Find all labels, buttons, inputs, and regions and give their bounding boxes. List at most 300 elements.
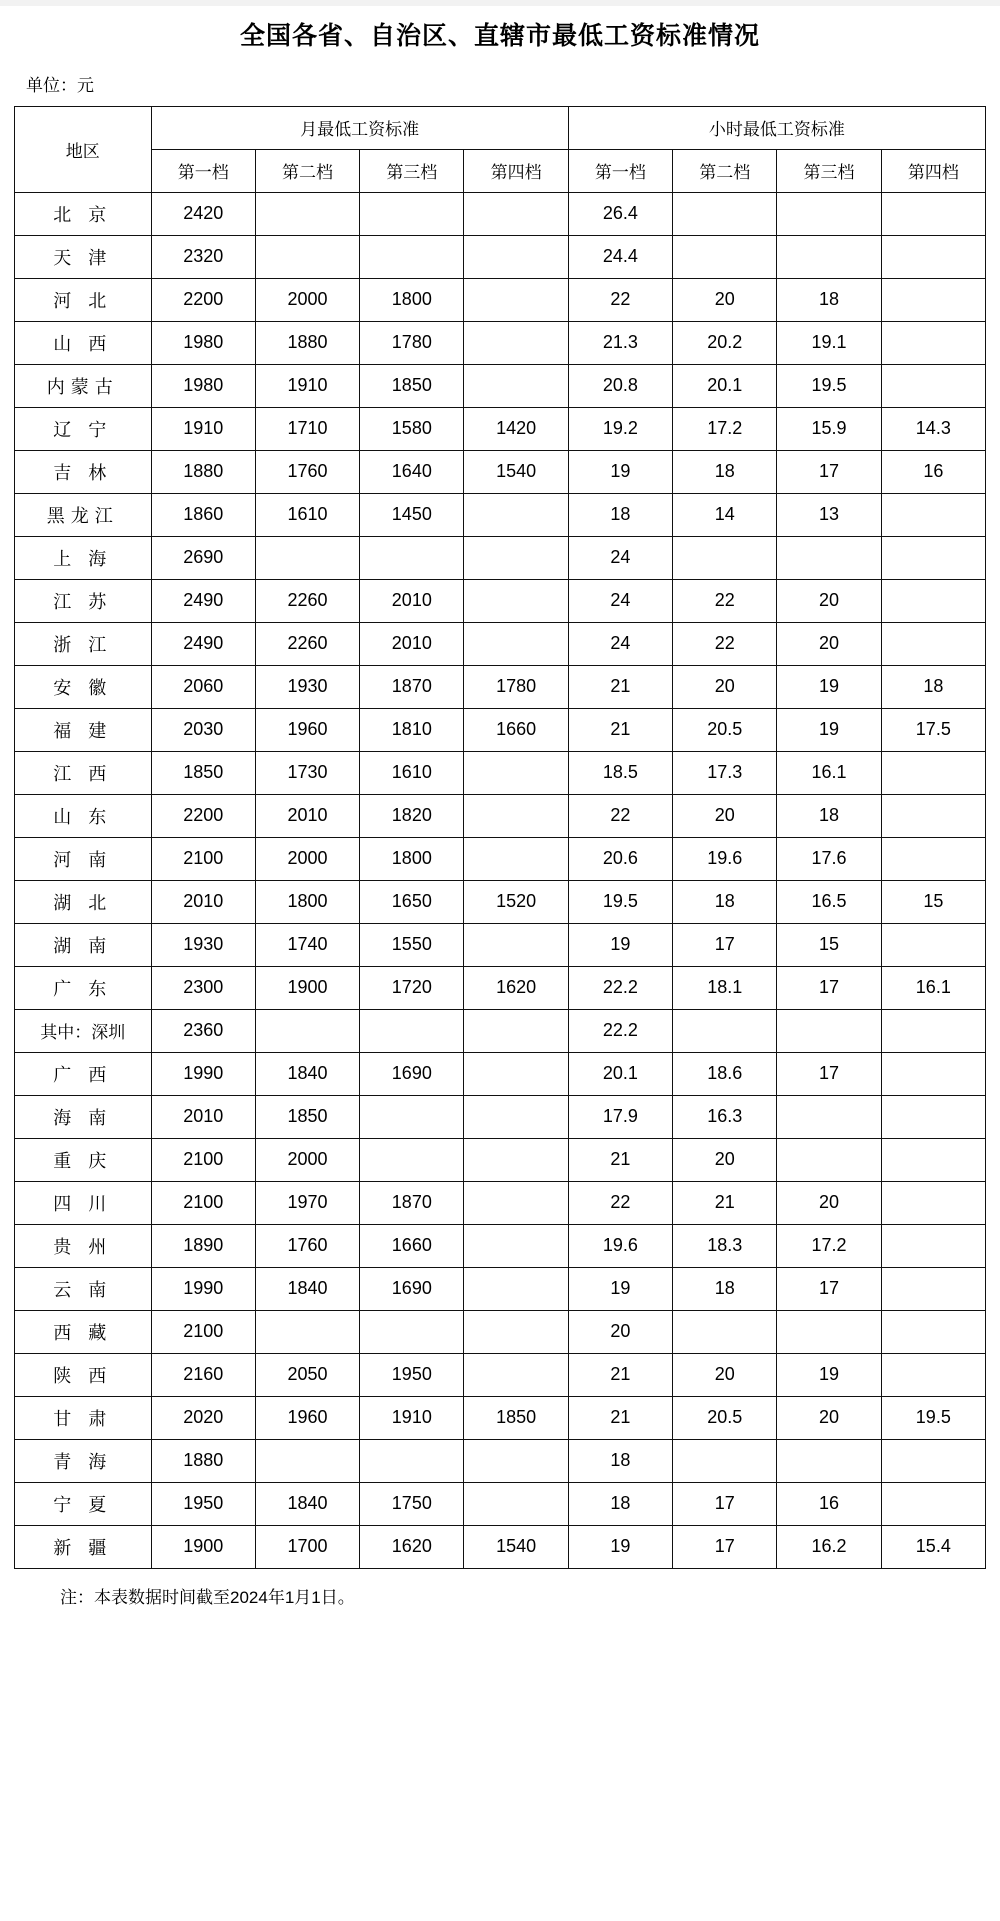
cell-region: 云 南: [15, 1267, 152, 1310]
table-row: [15, 1138, 986, 1181]
cell-monthly-tier-3: [360, 1095, 464, 1138]
cell-monthly-tier-2: 1730: [255, 751, 359, 794]
table-row: [15, 1396, 986, 1439]
cell-hourly-tier-3: 16.1: [777, 751, 881, 794]
cell-hourly-tier-1: 22: [568, 1181, 672, 1224]
cell-region: 宁 夏: [15, 1482, 152, 1525]
cell-monthly-tier-1: 2490: [151, 579, 255, 622]
cell-hourly-tier-4: 15: [881, 880, 985, 923]
cell-hourly-tier-1: 20: [568, 1310, 672, 1353]
cell-monthly-tier-4: [464, 493, 568, 536]
table-row: [15, 321, 986, 364]
cell-hourly-tier-3: 15: [777, 923, 881, 966]
cell-monthly-tier-1: 1980: [151, 321, 255, 364]
cell-hourly-tier-4: [881, 364, 985, 407]
cell-hourly-tier-1: 19: [568, 450, 672, 493]
cell-hourly-tier-2: 18: [673, 1267, 777, 1310]
cell-monthly-tier-3: [360, 235, 464, 278]
cell-monthly-tier-3: 1750: [360, 1482, 464, 1525]
cell-region: 青 海: [15, 1439, 152, 1482]
table-row: [15, 751, 986, 794]
cell-region: 新 疆: [15, 1525, 152, 1568]
cell-monthly-tier-1: 1930: [151, 923, 255, 966]
cell-monthly-tier-4: [464, 1138, 568, 1181]
cell-monthly-tier-4: [464, 1224, 568, 1267]
cell-hourly-tier-2: 17: [673, 1525, 777, 1568]
cell-monthly-tier-3: 1910: [360, 1396, 464, 1439]
cell-monthly-tier-4: [464, 536, 568, 579]
cell-hourly-tier-1: 20.6: [568, 837, 672, 880]
cell-hourly-tier-3: 15.9: [777, 407, 881, 450]
cell-hourly-tier-4: [881, 278, 985, 321]
cell-hourly-tier-3: [777, 1009, 881, 1052]
cell-hourly-tier-3: [777, 192, 881, 235]
cell-region: 吉 林: [15, 450, 152, 493]
cell-hourly-tier-4: 19.5: [881, 1396, 985, 1439]
cell-hourly-tier-3: 17: [777, 1052, 881, 1095]
table-row: [15, 1439, 986, 1482]
cell-monthly-tier-3: 1660: [360, 1224, 464, 1267]
table-row: [15, 579, 986, 622]
cell-monthly-tier-2: 1910: [255, 364, 359, 407]
table-row: [15, 493, 986, 536]
cell-monthly-tier-3: 1870: [360, 1181, 464, 1224]
table-row: [15, 1525, 986, 1568]
cell-monthly-tier-1: 2100: [151, 1138, 255, 1181]
table-row: [15, 407, 986, 450]
cell-hourly-tier-2: 18.6: [673, 1052, 777, 1095]
cell-region: 安 徽: [15, 665, 152, 708]
cell-monthly-tier-4: [464, 579, 568, 622]
cell-monthly-tier-2: 2000: [255, 1138, 359, 1181]
cell-monthly-tier-2: 1900: [255, 966, 359, 1009]
table-row: [15, 1267, 986, 1310]
cell-monthly-tier-2: [255, 235, 359, 278]
cell-hourly-tier-2: 20: [673, 665, 777, 708]
cell-monthly-tier-2: 2000: [255, 278, 359, 321]
cell-monthly-tier-3: [360, 536, 464, 579]
cell-hourly-tier-3: 18: [777, 794, 881, 837]
cell-hourly-tier-2: 17: [673, 923, 777, 966]
cell-hourly-tier-2: 18: [673, 450, 777, 493]
cell-monthly-tier-3: [360, 1009, 464, 1052]
cell-hourly-tier-4: [881, 1224, 985, 1267]
cell-monthly-tier-1: 2060: [151, 665, 255, 708]
cell-hourly-tier-3: 17.2: [777, 1224, 881, 1267]
cell-region: 江 苏: [15, 579, 152, 622]
cell-hourly-tier-1: 21: [568, 708, 672, 751]
cell-hourly-tier-1: 24: [568, 579, 672, 622]
table-row: [15, 1181, 986, 1224]
cell-monthly-tier-3: 1800: [360, 837, 464, 880]
table-row: [15, 708, 986, 751]
column-header-hourly-tier-2: 第二档: [673, 149, 777, 192]
cell-hourly-tier-2: 20.5: [673, 708, 777, 751]
column-header-monthly-tier-4: 第四档: [464, 149, 568, 192]
cell-hourly-tier-2: 20: [673, 278, 777, 321]
cell-hourly-tier-1: 20.8: [568, 364, 672, 407]
cell-monthly-tier-4: [464, 923, 568, 966]
cell-hourly-tier-3: 16.5: [777, 880, 881, 923]
cell-monthly-tier-4: [464, 1181, 568, 1224]
cell-hourly-tier-3: [777, 1310, 881, 1353]
table-row: [15, 1482, 986, 1525]
cell-monthly-tier-4: [464, 1310, 568, 1353]
cell-hourly-tier-2: [673, 536, 777, 579]
table-row: [15, 1095, 986, 1138]
cell-monthly-tier-2: 1840: [255, 1482, 359, 1525]
cell-monthly-tier-4: [464, 364, 568, 407]
cell-monthly-tier-2: 1700: [255, 1525, 359, 1568]
cell-monthly-tier-3: 1810: [360, 708, 464, 751]
cell-monthly-tier-1: 2100: [151, 837, 255, 880]
cell-hourly-tier-3: 19.1: [777, 321, 881, 364]
column-group-hourly: 小时最低工资标准: [568, 106, 985, 149]
cell-hourly-tier-4: [881, 1009, 985, 1052]
cell-hourly-tier-3: 20: [777, 1396, 881, 1439]
cell-monthly-tier-3: 1720: [360, 966, 464, 1009]
column-header-hourly-tier-3: 第三档: [777, 149, 881, 192]
cell-hourly-tier-2: 14: [673, 493, 777, 536]
cell-monthly-tier-4: 1660: [464, 708, 568, 751]
cell-hourly-tier-4: 16: [881, 450, 985, 493]
cell-hourly-tier-1: 24: [568, 622, 672, 665]
cell-region: 其中：深圳: [15, 1009, 152, 1052]
cell-region: 辽 宁: [15, 407, 152, 450]
cell-region: 河 南: [15, 837, 152, 880]
cell-hourly-tier-1: 24.4: [568, 235, 672, 278]
cell-hourly-tier-3: 16.2: [777, 1525, 881, 1568]
cell-monthly-tier-4: [464, 278, 568, 321]
cell-hourly-tier-1: 22: [568, 794, 672, 837]
cell-monthly-tier-4: [464, 1009, 568, 1052]
cell-monthly-tier-2: [255, 1009, 359, 1052]
cell-monthly-tier-3: 1800: [360, 278, 464, 321]
cell-monthly-tier-3: [360, 192, 464, 235]
cell-region: 湖 北: [15, 880, 152, 923]
cell-monthly-tier-2: 1800: [255, 880, 359, 923]
cell-monthly-tier-3: 1450: [360, 493, 464, 536]
cell-hourly-tier-1: 21.3: [568, 321, 672, 364]
cell-monthly-tier-3: 1690: [360, 1267, 464, 1310]
cell-hourly-tier-1: 19.2: [568, 407, 672, 450]
cell-monthly-tier-3: 1870: [360, 665, 464, 708]
cell-hourly-tier-2: 21: [673, 1181, 777, 1224]
column-header-monthly-tier-2: 第二档: [255, 149, 359, 192]
table-row: [15, 364, 986, 407]
cell-hourly-tier-1: 19.5: [568, 880, 672, 923]
cell-region: 北 京: [15, 192, 152, 235]
cell-monthly-tier-1: 2100: [151, 1310, 255, 1353]
cell-monthly-tier-2: [255, 536, 359, 579]
table-row: [15, 837, 986, 880]
cell-monthly-tier-3: [360, 1439, 464, 1482]
cell-monthly-tier-4: [464, 235, 568, 278]
cell-hourly-tier-3: 20: [777, 622, 881, 665]
cell-hourly-tier-3: 19: [777, 708, 881, 751]
cell-region: 山 西: [15, 321, 152, 364]
cell-monthly-tier-2: 1760: [255, 1224, 359, 1267]
column-header-monthly-tier-1: 第一档: [151, 149, 255, 192]
cell-hourly-tier-2: [673, 235, 777, 278]
unit-label: 单位：元: [26, 75, 94, 95]
cell-monthly-tier-4: [464, 1095, 568, 1138]
table-body: [15, 192, 986, 1568]
cell-region: 重 庆: [15, 1138, 152, 1181]
cell-hourly-tier-2: 18.3: [673, 1224, 777, 1267]
cell-region: 湖 南: [15, 923, 152, 966]
table-row: [15, 923, 986, 966]
cell-monthly-tier-3: 1820: [360, 794, 464, 837]
cell-monthly-tier-2: 1760: [255, 450, 359, 493]
cell-monthly-tier-4: [464, 837, 568, 880]
cell-hourly-tier-4: 14.3: [881, 407, 985, 450]
cell-hourly-tier-2: 22: [673, 622, 777, 665]
cell-monthly-tier-1: 1900: [151, 1525, 255, 1568]
cell-monthly-tier-2: 1710: [255, 407, 359, 450]
cell-hourly-tier-4: [881, 235, 985, 278]
cell-hourly-tier-1: 24: [568, 536, 672, 579]
bottom-spacer: [0, 1608, 1000, 1634]
cell-monthly-tier-1: 2010: [151, 1095, 255, 1138]
cell-monthly-tier-2: 1740: [255, 923, 359, 966]
cell-monthly-tier-2: [255, 1439, 359, 1482]
cell-monthly-tier-4: 1540: [464, 1525, 568, 1568]
cell-hourly-tier-4: [881, 1482, 985, 1525]
cell-hourly-tier-2: 20.1: [673, 364, 777, 407]
cell-hourly-tier-4: [881, 1138, 985, 1181]
cell-hourly-tier-4: 18: [881, 665, 985, 708]
cell-monthly-tier-3: [360, 1310, 464, 1353]
cell-monthly-tier-1: 1990: [151, 1052, 255, 1095]
table-row: [15, 1310, 986, 1353]
cell-hourly-tier-2: [673, 192, 777, 235]
cell-hourly-tier-3: [777, 235, 881, 278]
cell-hourly-tier-1: 20.1: [568, 1052, 672, 1095]
cell-monthly-tier-3: 1620: [360, 1525, 464, 1568]
cell-monthly-tier-4: 1540: [464, 450, 568, 493]
cell-monthly-tier-4: [464, 794, 568, 837]
cell-region: 西 藏: [15, 1310, 152, 1353]
cell-monthly-tier-1: 2200: [151, 278, 255, 321]
cell-monthly-tier-1: 1910: [151, 407, 255, 450]
cell-monthly-tier-1: 2690: [151, 536, 255, 579]
cell-monthly-tier-3: 1850: [360, 364, 464, 407]
cell-hourly-tier-1: 18.5: [568, 751, 672, 794]
column-group-monthly: 月最低工资标准: [151, 106, 568, 149]
cell-monthly-tier-4: 1420: [464, 407, 568, 450]
cell-hourly-tier-4: [881, 192, 985, 235]
column-header-monthly-tier-3: 第三档: [360, 149, 464, 192]
cell-region: 山 东: [15, 794, 152, 837]
cell-monthly-tier-4: [464, 321, 568, 364]
cell-hourly-tier-2: 20.5: [673, 1396, 777, 1439]
cell-region: 江 西: [15, 751, 152, 794]
cell-hourly-tier-3: 18: [777, 278, 881, 321]
cell-monthly-tier-2: 1850: [255, 1095, 359, 1138]
cell-monthly-tier-3: 1610: [360, 751, 464, 794]
cell-monthly-tier-3: 1650: [360, 880, 464, 923]
table-row: [15, 192, 986, 235]
cell-region: 内蒙古: [15, 364, 152, 407]
cell-monthly-tier-4: 1520: [464, 880, 568, 923]
cell-hourly-tier-4: [881, 837, 985, 880]
column-header-region: 地区: [15, 106, 152, 192]
cell-hourly-tier-3: 17: [777, 450, 881, 493]
cell-region: 广 西: [15, 1052, 152, 1095]
cell-hourly-tier-4: [881, 1095, 985, 1138]
cell-hourly-tier-4: [881, 1181, 985, 1224]
cell-region: 河 北: [15, 278, 152, 321]
cell-monthly-tier-3: [360, 1138, 464, 1181]
table-row: [15, 622, 986, 665]
cell-hourly-tier-1: 19.6: [568, 1224, 672, 1267]
table-row: [15, 1224, 986, 1267]
cell-monthly-tier-3: 1780: [360, 321, 464, 364]
cell-monthly-tier-1: 1880: [151, 1439, 255, 1482]
cell-monthly-tier-4: 1780: [464, 665, 568, 708]
cell-hourly-tier-3: [777, 1138, 881, 1181]
cell-region: 黑龙江: [15, 493, 152, 536]
cell-hourly-tier-1: 17.9: [568, 1095, 672, 1138]
cell-monthly-tier-2: 2010: [255, 794, 359, 837]
cell-hourly-tier-1: 19: [568, 1267, 672, 1310]
table-row: [15, 880, 986, 923]
top-strip: [0, 0, 1000, 6]
cell-hourly-tier-2: [673, 1310, 777, 1353]
cell-monthly-tier-1: 1850: [151, 751, 255, 794]
cell-monthly-tier-2: 1840: [255, 1267, 359, 1310]
cell-hourly-tier-3: [777, 1439, 881, 1482]
table-head: [15, 106, 986, 192]
cell-hourly-tier-1: 21: [568, 665, 672, 708]
cell-hourly-tier-4: [881, 751, 985, 794]
cell-region: 浙 江: [15, 622, 152, 665]
cell-hourly-tier-2: 17.2: [673, 407, 777, 450]
cell-monthly-tier-3: 2010: [360, 622, 464, 665]
cell-hourly-tier-2: 20.2: [673, 321, 777, 364]
cell-monthly-tier-1: 2300: [151, 966, 255, 1009]
cell-hourly-tier-3: 20: [777, 1181, 881, 1224]
cell-monthly-tier-4: [464, 1482, 568, 1525]
cell-hourly-tier-1: 22.2: [568, 1009, 672, 1052]
cell-hourly-tier-4: [881, 1052, 985, 1095]
cell-monthly-tier-2: 2260: [255, 579, 359, 622]
cell-monthly-tier-3: 1550: [360, 923, 464, 966]
cell-monthly-tier-3: 1580: [360, 407, 464, 450]
cell-region: 陕 西: [15, 1353, 152, 1396]
cell-hourly-tier-2: 17.3: [673, 751, 777, 794]
cell-hourly-tier-4: [881, 321, 985, 364]
cell-hourly-tier-1: 19: [568, 923, 672, 966]
column-header-hourly-tier-1: 第一档: [568, 149, 672, 192]
table-note: 注：本表数据时间截至2024年1月1日。: [60, 1587, 355, 1607]
cell-region: 广 东: [15, 966, 152, 1009]
cell-monthly-tier-1: 2200: [151, 794, 255, 837]
cell-monthly-tier-1: 2360: [151, 1009, 255, 1052]
cell-region: 贵 州: [15, 1224, 152, 1267]
cell-hourly-tier-3: 17: [777, 1267, 881, 1310]
table-row: [15, 235, 986, 278]
cell-monthly-tier-1: 2420: [151, 192, 255, 235]
cell-monthly-tier-2: 1880: [255, 321, 359, 364]
cell-monthly-tier-2: 2000: [255, 837, 359, 880]
cell-monthly-tier-1: 1980: [151, 364, 255, 407]
table-row: [15, 536, 986, 579]
cell-monthly-tier-2: 1610: [255, 493, 359, 536]
cell-hourly-tier-4: [881, 622, 985, 665]
table-row: [15, 450, 986, 493]
cell-hourly-tier-4: [881, 1267, 985, 1310]
cell-region: 福 建: [15, 708, 152, 751]
column-header-hourly-tier-4: 第四档: [881, 149, 985, 192]
cell-monthly-tier-4: [464, 192, 568, 235]
cell-hourly-tier-1: 18: [568, 1439, 672, 1482]
cell-monthly-tier-1: 2020: [151, 1396, 255, 1439]
cell-monthly-tier-4: [464, 1439, 568, 1482]
table-row: [15, 794, 986, 837]
cell-region: 海 南: [15, 1095, 152, 1138]
cell-hourly-tier-3: 19.5: [777, 364, 881, 407]
cell-hourly-tier-3: [777, 1095, 881, 1138]
cell-hourly-tier-4: 15.4: [881, 1525, 985, 1568]
cell-hourly-tier-1: 21: [568, 1138, 672, 1181]
table-header-row-tiers: [15, 149, 986, 192]
cell-hourly-tier-3: 19: [777, 1353, 881, 1396]
cell-hourly-tier-2: 19.6: [673, 837, 777, 880]
cell-hourly-tier-4: [881, 536, 985, 579]
cell-monthly-tier-1: 2320: [151, 235, 255, 278]
cell-monthly-tier-1: 1860: [151, 493, 255, 536]
cell-hourly-tier-2: 18.1: [673, 966, 777, 1009]
minimum-wage-table: [14, 106, 986, 1569]
cell-hourly-tier-1: 22.2: [568, 966, 672, 1009]
cell-hourly-tier-4: 16.1: [881, 966, 985, 1009]
cell-hourly-tier-3: [777, 536, 881, 579]
cell-monthly-tier-2: [255, 1310, 359, 1353]
cell-hourly-tier-4: [881, 493, 985, 536]
cell-hourly-tier-4: [881, 794, 985, 837]
cell-hourly-tier-1: 26.4: [568, 192, 672, 235]
cell-hourly-tier-4: [881, 1439, 985, 1482]
table-row: [15, 1052, 986, 1095]
cell-hourly-tier-2: 20: [673, 1138, 777, 1181]
cell-monthly-tier-4: [464, 1267, 568, 1310]
cell-hourly-tier-3: 19: [777, 665, 881, 708]
cell-hourly-tier-4: [881, 923, 985, 966]
cell-monthly-tier-1: 1990: [151, 1267, 255, 1310]
cell-monthly-tier-2: 1960: [255, 1396, 359, 1439]
cell-hourly-tier-2: [673, 1439, 777, 1482]
cell-monthly-tier-3: 1690: [360, 1052, 464, 1095]
cell-monthly-tier-2: 1970: [255, 1181, 359, 1224]
table-row: [15, 278, 986, 321]
cell-hourly-tier-3: 17.6: [777, 837, 881, 880]
cell-monthly-tier-2: 1840: [255, 1052, 359, 1095]
cell-hourly-tier-1: 19: [568, 1525, 672, 1568]
cell-hourly-tier-2: 17: [673, 1482, 777, 1525]
cell-monthly-tier-2: 1960: [255, 708, 359, 751]
cell-monthly-tier-1: 1880: [151, 450, 255, 493]
table-row: [15, 1009, 986, 1052]
cell-monthly-tier-1: 2030: [151, 708, 255, 751]
cell-hourly-tier-3: 13: [777, 493, 881, 536]
cell-hourly-tier-4: 17.5: [881, 708, 985, 751]
cell-monthly-tier-1: 2490: [151, 622, 255, 665]
cell-monthly-tier-3: 1950: [360, 1353, 464, 1396]
cell-hourly-tier-2: 16.3: [673, 1095, 777, 1138]
cell-monthly-tier-4: [464, 1353, 568, 1396]
